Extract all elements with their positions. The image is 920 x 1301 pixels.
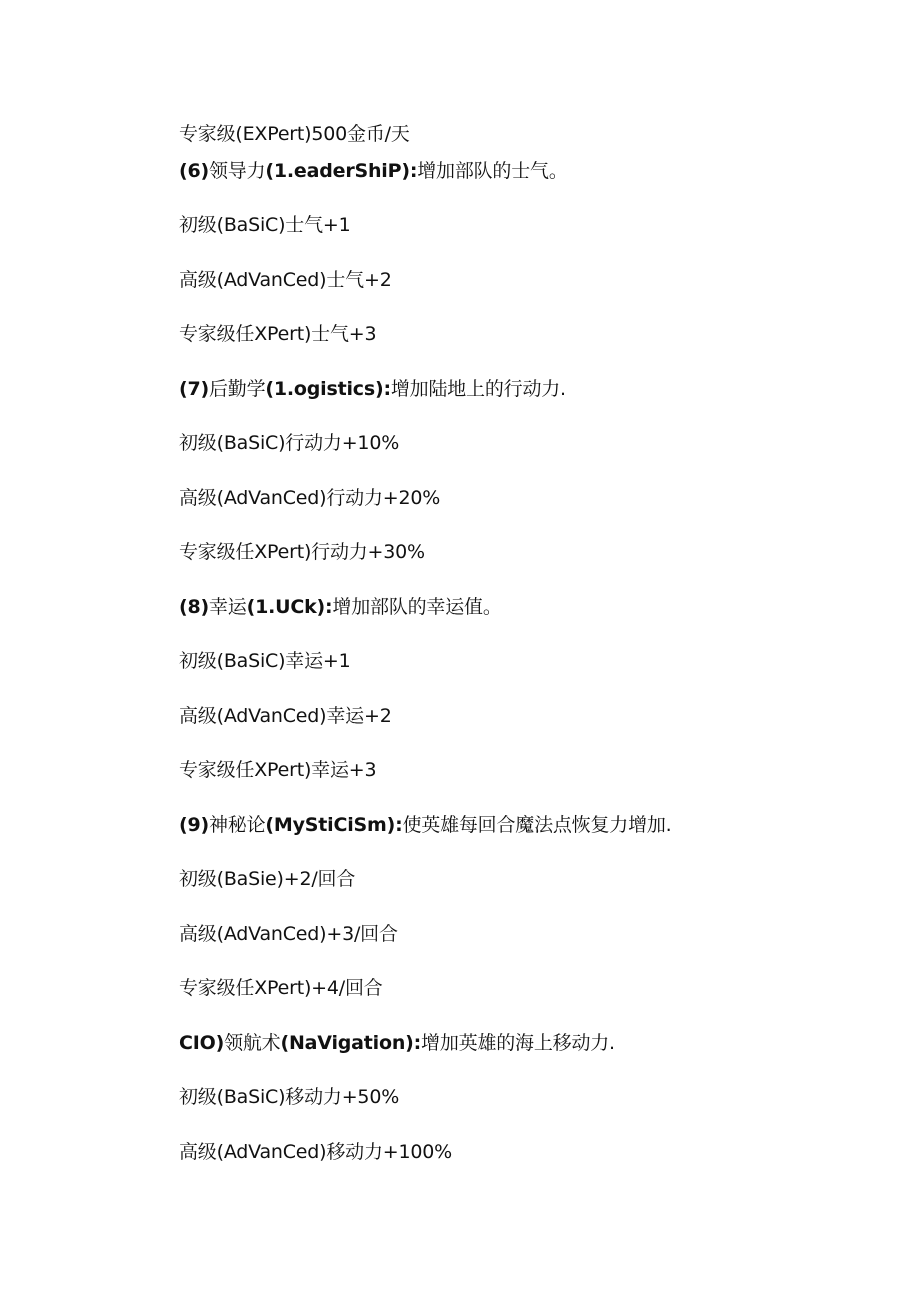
text-segment: 初级(BaSiC)幸运+1 [179,650,351,672]
text-segment: 初级(BaSiC)士气+1 [179,214,351,236]
text-line [179,485,440,511]
text-segment: 领航术 [224,1032,281,1054]
text-line [179,430,399,456]
text-segment: 高级(AdVanCed)行动力+20% [179,487,441,509]
text-segment: 高级(AdVanCed)士气+2 [179,269,392,291]
text-segment: 增加部队的幸运值。 [332,596,502,618]
bold-text-segment: (NaVigation): [280,1032,422,1054]
bold-text-segment: (8) [179,596,209,618]
text-segment: 专家级任XPert)行动力+30% [179,541,425,563]
bold-text-segment: (MyStiCiSm): [265,814,403,836]
text-line [179,539,425,565]
text-segment: 专家级任XPert)+4/回合 [179,977,383,999]
text-segment: 专家级(EXPert)500金币/天 [179,123,410,145]
bold-text-segment: (1.UCk): [246,596,333,618]
text-line [179,158,568,184]
bold-text-segment: (6) [179,160,209,182]
text-segment: 初级(BaSiC)行动力+10% [179,432,400,454]
text-line [179,812,672,838]
text-line [179,376,566,402]
text-segment: 后勤学 [209,378,266,400]
text-line [179,648,351,674]
text-segment: 初级(BaSiC)移动力+50% [179,1086,400,1108]
text-line [179,594,502,620]
bold-text-segment: CIO) [179,1032,225,1054]
text-segment: 高级(AdVanCed)移动力+100% [179,1141,453,1163]
text-line [179,1084,399,1110]
bold-text-segment: (9) [179,814,209,836]
text-line [179,975,383,1001]
text-line [179,1030,615,1056]
text-segment: 高级(AdVanCed)+3/回合 [179,923,398,945]
text-segment: 高级(AdVanCed)幸运+2 [179,705,392,727]
text-line [179,267,392,293]
text-line [179,1139,452,1165]
text-line [179,321,376,347]
text-line [179,921,398,947]
text-line [179,866,355,892]
text-line [179,212,351,238]
text-line [179,121,410,147]
text-segment: 神秘论 [209,814,266,836]
text-segment: 专家级任XPert)士气+3 [179,323,377,345]
text-segment: 增加英雄的海上移动力. [421,1032,615,1054]
text-segment: 初级(BaSie)+2/回合 [179,868,356,890]
text-segment: 专家级任XPert)幸运+3 [179,759,377,781]
text-line [179,703,392,729]
text-line [179,757,376,783]
text-segment: 幸运 [209,596,247,618]
bold-text-segment: (1.eaderShiP): [265,160,418,182]
bold-text-segment: (1.ogistics): [265,378,391,400]
text-segment: 增加部队的士气。 [417,160,568,182]
bold-text-segment: (7) [179,378,209,400]
text-segment: 使英雄每回合魔法点恢复力增加. [402,814,672,836]
text-segment: 领导力 [209,160,266,182]
text-segment: 增加陆地上的行动力. [390,378,566,400]
